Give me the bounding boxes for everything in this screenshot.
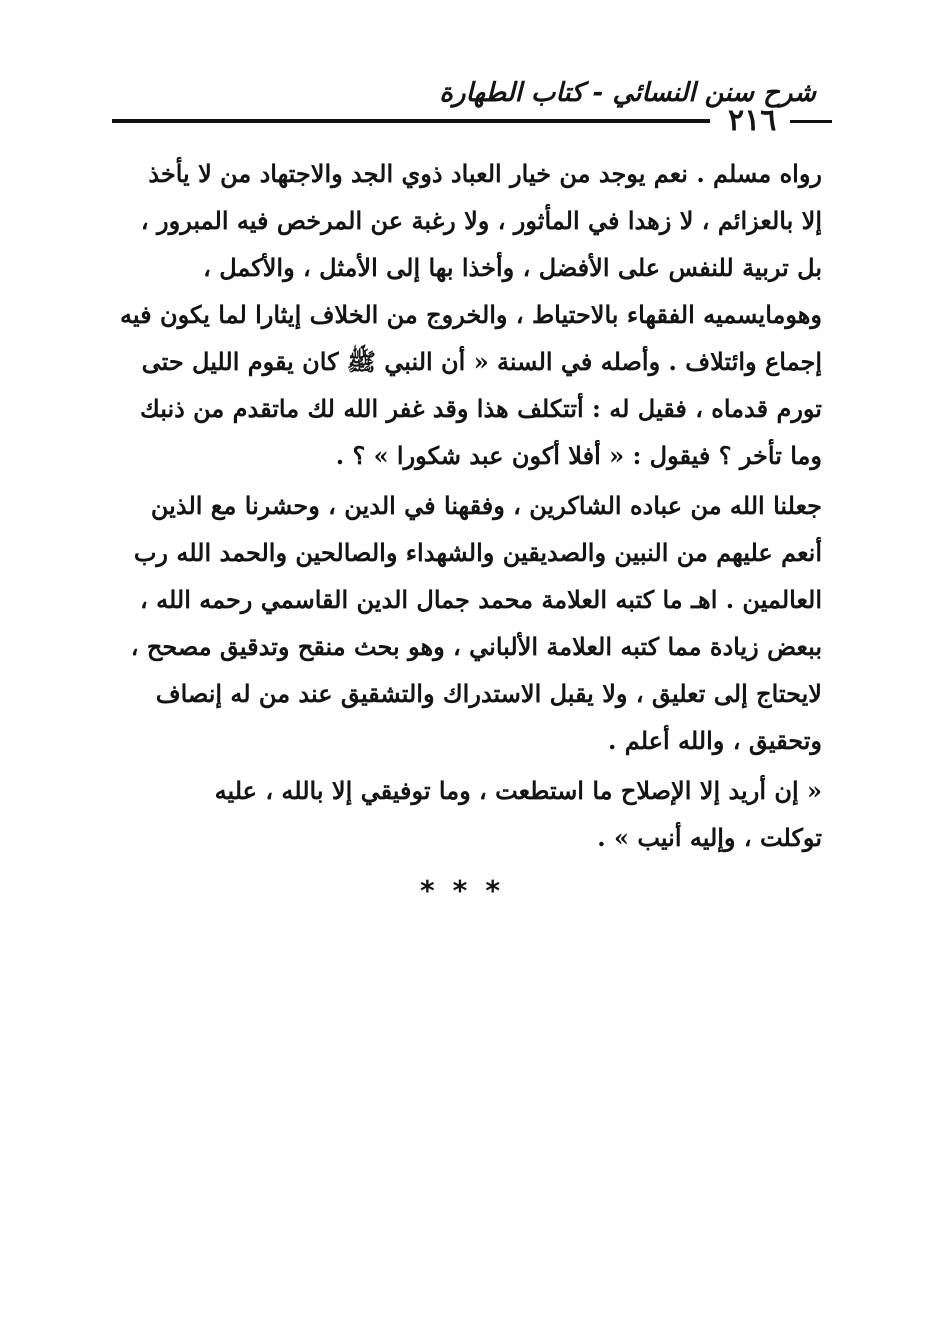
page-number: ٢١٦ [728, 103, 777, 138]
paragraph-1 [108, 150, 822, 479]
paragraph-1-line-3: بل تربية للنفس على الأفضل ، وأخذا بها إلى الأمثل ، والأكمل ، [203, 253, 822, 282]
paragraph-3-line-1: « إن أريد إلا الإصلاح ما استطعت ، وما توفيقي إلا بالله ، عليه [214, 776, 822, 805]
paragraph-2-line-6: وتحقيق ، والله أعلم . [608, 726, 822, 755]
section-divider: *** [420, 874, 518, 907]
header-title: شرح سنن النسائي - كتاب الطهارة [439, 78, 816, 108]
paragraph-1-line-4: وهومايسميه الفقهاء بالاحتياط ، والخروج من الخلاف إيثارا لما يكون فيه [120, 300, 822, 329]
page-number-area [714, 104, 826, 140]
paragraph-2-line-4: ببعض زيادة مما كتبه العلامة الألباني ، وهو بحث منقح وتدقيق مصحح ، [130, 632, 822, 661]
paragraph-1-line-5: إجماع وائتلاف . وأصله في السنة « أن النبي ﷺ كان يقوم الليل حتى [141, 347, 822, 376]
paragraph-2-line-1: جعلنا الله من عباده الشاكرين ، وفقهنا في الدين ، وحشرنا مع الذين [150, 491, 822, 520]
paragraph-1-line-2: إلا بالعزائم ، لا زهدا في المأثور ، ولا رغبة عن المرخص فيه المبرور ، [140, 206, 822, 235]
paragraph-1-line-1: رواه مسلم . نعم يوجد من خيار العباد ذوي الجد والاجتهاد من لا يأخذ [148, 159, 822, 188]
paragraph-3 [108, 767, 822, 861]
paragraph-1-line-6: تورم قدماه ، فقيل له : أتتكلف هذا وقد غفر الله لك ماتقدم من ذنبك [139, 394, 822, 423]
paragraph-2-line-2: أنعم عليهم من النبين والصديقين والشهداء والصالحين والحمد الله رب [133, 538, 822, 567]
paragraph-2-line-5: لايحتاج إلى تعليق ، ولا يقبل الاستدراك والتشقيق عند من له إنصاف [155, 679, 822, 708]
page-number-dash [790, 120, 832, 123]
paragraph-2-line-3: العالمين . اهـ ما كتبه العلامة محمد جمال الدين القاسمي رحمه الله ، [139, 585, 822, 614]
header-rule [112, 119, 710, 123]
running-header [120, 76, 816, 116]
paragraph-3-line-2: توكلت ، وإليه أنيب » . [597, 823, 822, 852]
paragraph-2 [108, 482, 822, 764]
paragraph-1-line-7: وما تأخر ؟ فيقول : « أفلا أكون عبد شكورا » ؟ . [335, 441, 822, 470]
